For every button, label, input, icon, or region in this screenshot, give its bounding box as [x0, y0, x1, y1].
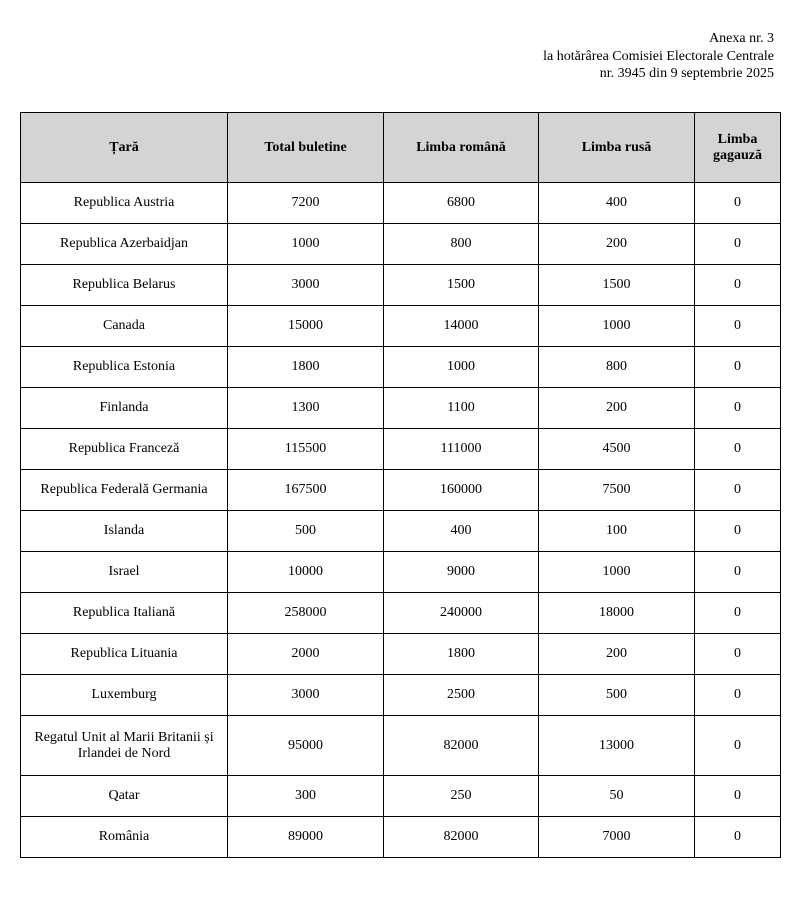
- annex-decision-line: la hotărârea Comisiei Electorale Centrale: [543, 48, 774, 64]
- cell-total: 167500: [228, 470, 384, 511]
- table-row: [21, 429, 781, 470]
- cell-country: Qatar: [21, 776, 228, 817]
- cell-romanian: 800: [384, 224, 539, 265]
- table-row: [21, 552, 781, 593]
- cell-romanian: 9000: [384, 552, 539, 593]
- cell-russian: 1000: [539, 306, 695, 347]
- cell-romanian: 1800: [384, 634, 539, 675]
- cell-gagauz: 0: [695, 429, 781, 470]
- table-row: [21, 593, 781, 634]
- cell-gagauz: 0: [695, 265, 781, 306]
- cell-russian: 4500: [539, 429, 695, 470]
- cell-total: 500: [228, 511, 384, 552]
- cell-country: Finlanda: [21, 388, 228, 429]
- cell-romanian: 82000: [384, 817, 539, 858]
- cell-country: Republica Federală Germania: [21, 470, 228, 511]
- cell-total: 89000: [228, 817, 384, 858]
- column-header-gagauz: Limba gagauză: [695, 113, 781, 183]
- cell-total: 1000: [228, 224, 384, 265]
- cell-russian: 200: [539, 388, 695, 429]
- cell-country: Regatul Unit al Marii Britanii și Irlandei de Nord: [21, 716, 228, 776]
- cell-russian: 1500: [539, 265, 695, 306]
- cell-total: 3000: [228, 675, 384, 716]
- cell-gagauz: 0: [695, 347, 781, 388]
- cell-country: Israel: [21, 552, 228, 593]
- cell-gagauz: 0: [695, 388, 781, 429]
- table-row: [21, 265, 781, 306]
- cell-romanian: 1000: [384, 347, 539, 388]
- cell-country: Luxemburg: [21, 675, 228, 716]
- cell-romanian: 82000: [384, 716, 539, 776]
- table-row: [21, 224, 781, 265]
- cell-total: 15000: [228, 306, 384, 347]
- cell-country: Republica Italiană: [21, 593, 228, 634]
- cell-romanian: 6800: [384, 183, 539, 224]
- cell-gagauz: 0: [695, 776, 781, 817]
- column-header-total: Total buletine: [228, 113, 384, 183]
- cell-russian: 200: [539, 634, 695, 675]
- cell-gagauz: 0: [695, 511, 781, 552]
- table-row: [21, 183, 781, 224]
- cell-russian: 13000: [539, 716, 695, 776]
- cell-romanian: 240000: [384, 593, 539, 634]
- cell-country: Republica Azerbaidjan: [21, 224, 228, 265]
- cell-romanian: 14000: [384, 306, 539, 347]
- cell-romanian: 111000: [384, 429, 539, 470]
- annex-decision-number: nr. 3945 din 9 septembrie 2025: [599, 66, 774, 81]
- cell-romanian: 1500: [384, 265, 539, 306]
- cell-gagauz: 0: [695, 552, 781, 593]
- table-row: [21, 511, 781, 552]
- cell-country: Republica Estonia: [21, 347, 228, 388]
- cell-romanian: 400: [384, 511, 539, 552]
- cell-total: 95000: [228, 716, 384, 776]
- cell-russian: 7500: [539, 470, 695, 511]
- annex-header: [543, 30, 774, 83]
- cell-country: Republica Franceză: [21, 429, 228, 470]
- annex-number: Anexa nr. 3: [709, 31, 774, 46]
- cell-russian: 500: [539, 675, 695, 716]
- cell-total: 115500: [228, 429, 384, 470]
- cell-russian: 1000: [539, 552, 695, 593]
- table-row: [21, 347, 781, 388]
- cell-total: 10000: [228, 552, 384, 593]
- cell-total: 258000: [228, 593, 384, 634]
- table-row: [21, 306, 781, 347]
- table-row: [21, 817, 781, 858]
- column-header-romanian: Limba română: [384, 113, 539, 183]
- ballot-allocation-table: [20, 112, 781, 858]
- cell-russian: 200: [539, 224, 695, 265]
- cell-total: 2000: [228, 634, 384, 675]
- cell-russian: 50: [539, 776, 695, 817]
- cell-gagauz: 0: [695, 183, 781, 224]
- cell-russian: 800: [539, 347, 695, 388]
- cell-gagauz: 0: [695, 675, 781, 716]
- cell-total: 1300: [228, 388, 384, 429]
- cell-country: Islanda: [21, 511, 228, 552]
- cell-gagauz: 0: [695, 817, 781, 858]
- cell-romanian: 2500: [384, 675, 539, 716]
- table-row: [21, 388, 781, 429]
- cell-romanian: 160000: [384, 470, 539, 511]
- cell-gagauz: 0: [695, 224, 781, 265]
- cell-total: 7200: [228, 183, 384, 224]
- cell-total: 300: [228, 776, 384, 817]
- cell-gagauz: 0: [695, 593, 781, 634]
- cell-russian: 7000: [539, 817, 695, 858]
- cell-country: Republica Austria: [21, 183, 228, 224]
- cell-country: Republica Belarus: [21, 265, 228, 306]
- table-row: [21, 776, 781, 817]
- table-row: [21, 470, 781, 511]
- cell-russian: 400: [539, 183, 695, 224]
- cell-russian: 18000: [539, 593, 695, 634]
- cell-gagauz: 0: [695, 470, 781, 511]
- column-header-country: Țară: [21, 113, 228, 183]
- cell-country: Canada: [21, 306, 228, 347]
- cell-country: România: [21, 817, 228, 858]
- column-header-russian: Limba rusă: [539, 113, 695, 183]
- cell-romanian: 1100: [384, 388, 539, 429]
- cell-gagauz: 0: [695, 716, 781, 776]
- table-row: [21, 716, 781, 776]
- cell-gagauz: 0: [695, 306, 781, 347]
- table-header-row: [21, 113, 781, 183]
- cell-country: Republica Lituania: [21, 634, 228, 675]
- cell-russian: 100: [539, 511, 695, 552]
- table-row: [21, 634, 781, 675]
- cell-total: 1800: [228, 347, 384, 388]
- cell-total: 3000: [228, 265, 384, 306]
- cell-gagauz: 0: [695, 634, 781, 675]
- table-row: [21, 675, 781, 716]
- cell-romanian: 250: [384, 776, 539, 817]
